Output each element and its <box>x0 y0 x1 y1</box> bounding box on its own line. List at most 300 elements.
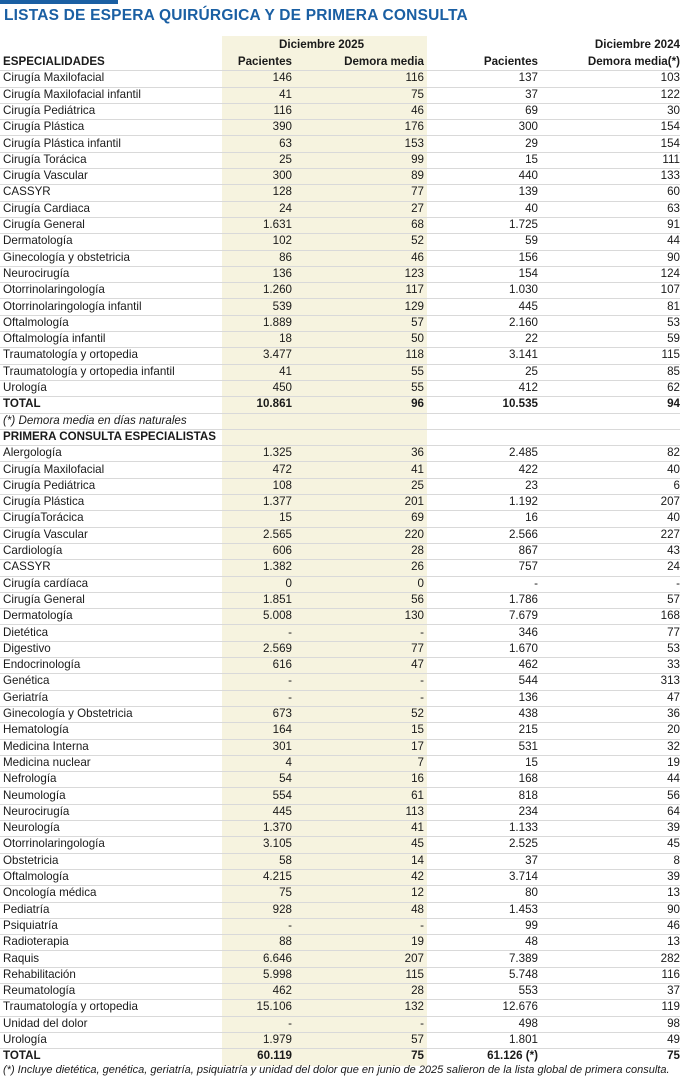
delay-2025: 176 <box>404 120 424 134</box>
delay-2024: 313 <box>660 674 680 688</box>
delay-2025: - <box>420 918 424 932</box>
specialty-name: Digestivo <box>3 641 51 655</box>
patients-2024: 300 <box>518 120 538 134</box>
table-row <box>0 755 680 772</box>
patients-2024: 59 <box>525 234 538 248</box>
table-row <box>0 641 680 658</box>
table-row <box>0 869 680 886</box>
specialty-name: Cirugía General <box>3 218 85 231</box>
table-row <box>0 951 680 968</box>
patients-2025: 75 <box>279 886 292 900</box>
delay-2024: 43 <box>667 544 680 557</box>
delay-2024: 24 <box>667 560 680 574</box>
patients-2025: 60.119 <box>257 1049 292 1063</box>
patients-2024: 3.714 <box>508 870 538 883</box>
patients-2024: 2.485 <box>508 446 538 460</box>
table-row <box>0 853 680 870</box>
delay-2025: - <box>420 674 424 688</box>
patients-2025: 1.851 <box>262 592 292 606</box>
patients-2024: 757 <box>518 560 538 574</box>
delay-2024: 6 <box>673 478 680 492</box>
patients-2025: 472 <box>272 462 292 476</box>
delay-2024: 207 <box>660 495 680 509</box>
delay-2024: 91 <box>667 218 680 231</box>
delay-2025: 17 <box>411 739 424 753</box>
specialty-name: Dietética <box>3 625 49 639</box>
table-row <box>0 739 680 756</box>
specialty-name: Radioterapia <box>3 935 69 949</box>
patients-2024: 1.786 <box>508 592 538 606</box>
specialty-name: Cirugía Plástica <box>3 120 85 134</box>
delay-2024: 119 <box>661 1000 680 1014</box>
patients-2025: 25 <box>279 152 292 166</box>
delay-2024: 124 <box>660 266 680 280</box>
table-row <box>0 70 680 87</box>
delay-2025: 75 <box>411 1049 424 1063</box>
delay-2025: 99 <box>411 152 424 166</box>
delay-2024: 59 <box>667 332 680 346</box>
table-row <box>0 559 680 576</box>
delay-2025: 45 <box>411 837 424 851</box>
patients-2025: 128 <box>272 185 292 199</box>
delay-2024: 115 <box>661 348 680 362</box>
patients-2024: 2.160 <box>508 315 538 329</box>
specialty-name: Traumatología y ortopedia <box>3 348 138 362</box>
patients-2024: 7.679 <box>508 609 538 623</box>
delay-2024: 94 <box>667 397 680 411</box>
delay-2025: 47 <box>411 658 424 672</box>
delay-2024: 32 <box>667 739 680 753</box>
table-row <box>0 478 680 495</box>
specialty-name: Cirugía Plástica <box>3 495 85 509</box>
delay-2024: 107 <box>660 283 680 297</box>
table-row <box>0 364 680 381</box>
delay-2024: 111 <box>662 152 680 166</box>
patients-2024: 168 <box>518 772 538 786</box>
delay-2025: 42 <box>411 870 424 883</box>
table-row <box>0 233 680 250</box>
delay-2025: - <box>420 690 424 704</box>
specialty-name: Unidad del dolor <box>3 1016 88 1030</box>
patients-2024: 29 <box>525 136 538 150</box>
table-row <box>0 967 680 984</box>
patients-2024: 61.126 (*) <box>487 1049 538 1063</box>
delay-2024: 154 <box>660 120 680 134</box>
delay-2025: 75 <box>411 87 424 101</box>
delay-2025: 52 <box>411 707 424 720</box>
patients-2025: 3.105 <box>262 837 292 851</box>
delay-2024: 98 <box>667 1016 680 1030</box>
delay-2025: 207 <box>404 951 424 965</box>
patients-2025: 606 <box>272 544 292 557</box>
delay-2025: 7 <box>417 755 424 769</box>
patients-2024: 15 <box>525 152 538 166</box>
delay-2024: 168 <box>660 609 680 623</box>
delay-2024: - <box>676 576 680 590</box>
specialty-name: Cirugía Torácica <box>3 152 87 166</box>
patients-2024: 22 <box>525 332 538 346</box>
patients-2024: 1.801 <box>508 1033 538 1046</box>
delay-2025: 27 <box>411 201 424 215</box>
patients-2025: 24 <box>279 201 292 215</box>
delay-2025: 55 <box>411 364 424 378</box>
table-row <box>0 103 680 120</box>
patients-2025: 1.325 <box>262 446 292 460</box>
specialty-name: Obstetricia <box>3 853 59 867</box>
patients-2025: 58 <box>279 853 292 867</box>
patients-2025: 15 <box>279 511 292 525</box>
table-row <box>0 706 680 723</box>
patients-2024: 15 <box>525 755 538 769</box>
delay-2025: 46 <box>411 103 424 117</box>
specialty-name: Neurología <box>3 821 60 835</box>
patients-2024: 818 <box>518 788 538 802</box>
table-row <box>0 250 680 267</box>
table-row <box>0 184 680 201</box>
patients-2024: 69 <box>525 103 538 117</box>
delay-2025: 69 <box>411 511 424 525</box>
delay-2024: 13 <box>667 886 680 900</box>
delay-2024: 53 <box>667 315 680 329</box>
col-header-delay-2025: Demora media <box>344 55 424 68</box>
patients-2024: 445 <box>518 299 538 313</box>
specialty-name: Neurocirugía <box>3 804 70 818</box>
patients-2024: 346 <box>518 625 538 639</box>
delay-2024: 39 <box>667 870 680 883</box>
specialty-name: Traumatología y ortopedia <box>3 1000 138 1014</box>
specialty-name: Ginecología y obstetricia <box>3 250 130 264</box>
patients-2025: 539 <box>272 299 292 313</box>
patients-2024: 3.141 <box>508 348 538 362</box>
table-row <box>0 315 680 332</box>
patients-2024: 215 <box>518 723 538 737</box>
specialty-name: Cirugía Maxilofacial <box>3 462 105 476</box>
year-header-2025: Diciembre 2025 <box>279 38 365 51</box>
patients-2024: 531 <box>518 739 538 753</box>
delay-2024: 39 <box>667 821 680 835</box>
table-row <box>0 771 680 788</box>
specialty-name: Pediatría <box>3 902 50 916</box>
patients-2025: 6.646 <box>262 951 292 965</box>
specialty-name: Cirugía cardíaca <box>3 576 89 590</box>
table-row <box>0 152 680 169</box>
delay-2024: 282 <box>660 951 680 965</box>
delay-2025: 68 <box>411 218 424 231</box>
delay-2024: 46 <box>667 918 680 932</box>
delay-2024: 36 <box>667 707 680 720</box>
delay-2025: 77 <box>411 185 424 199</box>
specialty-name: Cirugía Cardiaca <box>3 201 90 215</box>
delay-2025: 36 <box>411 446 424 460</box>
delay-2024: 40 <box>667 462 680 476</box>
specialty-name: Dermatología <box>3 609 73 623</box>
delay-2025: 41 <box>411 821 424 835</box>
specialty-name: Cirugía Maxilofacial <box>3 71 105 85</box>
delay-2024: 44 <box>667 772 680 786</box>
specialty-name: Neurocirugía <box>3 266 70 280</box>
delay-2024: 63 <box>667 201 680 215</box>
specialty-name: Reumatología <box>3 984 76 998</box>
delay-2025: 25 <box>411 478 424 492</box>
delay-2025: 201 <box>404 495 424 509</box>
delay-2024: 19 <box>667 755 680 769</box>
patients-2025: 1.889 <box>262 315 292 329</box>
table-row <box>0 510 680 527</box>
patients-2025: 4 <box>285 755 292 769</box>
delay-2024: 116 <box>661 967 680 981</box>
title-accent-bar <box>0 0 118 4</box>
delay-2025: 28 <box>411 544 424 557</box>
delay-2025: 15 <box>411 723 424 737</box>
patients-2025: 1.979 <box>262 1033 292 1046</box>
delay-2025: 50 <box>411 332 424 346</box>
patients-2025: 554 <box>272 788 292 802</box>
specialty-name: Urología <box>3 1033 47 1046</box>
table-row <box>0 625 680 642</box>
section-header-specialties: ESPECIALIDADES <box>3 55 105 68</box>
table-row <box>0 527 680 544</box>
patients-2024: 136 <box>518 690 538 704</box>
table-row <box>0 168 680 185</box>
section-header-consultations: PRIMERA CONSULTA ESPECIALISTAS <box>3 429 216 443</box>
section-header-row <box>0 429 680 446</box>
specialty-name: Endocrinología <box>3 658 81 672</box>
col-header-patients-2025: Pacientes <box>237 55 292 68</box>
table-row <box>0 722 680 739</box>
specialty-name: Traumatología y ortopedia infantil <box>3 364 175 378</box>
table-row <box>0 462 680 479</box>
patients-2025: 301 <box>272 739 292 753</box>
delay-2024: 103 <box>660 71 680 85</box>
patients-2024: 80 <box>525 886 538 900</box>
patients-2024: 1.192 <box>508 495 538 509</box>
delay-2025: 55 <box>411 381 424 394</box>
delay-2024: 8 <box>673 853 680 867</box>
specialty-name: Geriatría <box>3 690 49 704</box>
table-row <box>0 136 680 153</box>
table-row <box>0 347 680 364</box>
delay-2025: 132 <box>404 1000 424 1014</box>
specialty-name: Cirugía Vascular <box>3 169 88 183</box>
delay-2024: 47 <box>667 690 680 704</box>
delay-2025: 46 <box>411 250 424 264</box>
table-row <box>0 673 680 690</box>
patients-2025: - <box>288 918 292 932</box>
delay-2025: 56 <box>411 592 424 606</box>
delay-2025: - <box>420 625 424 639</box>
delay-2024: 40 <box>667 511 680 525</box>
patients-2024: 25 <box>525 364 538 378</box>
delay-2025: 89 <box>411 169 424 183</box>
col-header-patients-2024: Pacientes <box>483 55 538 68</box>
delay-2025: - <box>420 1016 424 1030</box>
specialty-name: Medicina nuclear <box>3 755 91 769</box>
patients-2025: 462 <box>272 984 292 998</box>
patients-2025: 673 <box>272 707 292 720</box>
specialty-name: CASSYR <box>3 185 51 199</box>
table-row <box>0 445 680 462</box>
table-row <box>0 657 680 674</box>
specialty-name: Oncología médica <box>3 886 97 900</box>
patients-2024: 1.725 <box>508 218 538 231</box>
patients-2024: 544 <box>518 674 538 688</box>
patients-2025: - <box>288 625 292 639</box>
table-row <box>0 836 680 853</box>
patients-2025: 2.565 <box>262 527 292 541</box>
patients-2025: 88 <box>279 935 292 949</box>
table-row <box>0 885 680 902</box>
table-row <box>0 820 680 837</box>
patients-2024: 12.676 <box>502 1000 538 1014</box>
specialty-name: CirugíaTorácica <box>3 511 84 525</box>
patients-2025: 5.998 <box>262 967 292 981</box>
specialty-name: Raquis <box>3 951 40 965</box>
delay-2025: 16 <box>411 772 424 786</box>
delay-2025: 26 <box>411 560 424 574</box>
delay-2025: 57 <box>411 1033 424 1046</box>
patients-2024: 37 <box>525 87 538 101</box>
specialty-name: Oftalmología infantil <box>3 332 106 346</box>
patients-2025: 4.215 <box>262 870 292 883</box>
patients-2025: 0 <box>285 576 292 590</box>
patients-2024: 498 <box>518 1016 538 1030</box>
specialty-name: Oftalmología <box>3 870 69 883</box>
table-row <box>0 119 680 136</box>
patients-2025: 450 <box>272 381 292 394</box>
patients-2024: 10.535 <box>502 397 538 411</box>
patients-2025: 1.382 <box>262 560 292 574</box>
specialty-name: TOTAL <box>3 397 41 411</box>
patients-2025: 41 <box>279 87 292 101</box>
delay-2024: 60 <box>667 185 680 199</box>
footnote: (*) Incluye dietética, genética, geriatría, psiquiatría y unidad del dolor que en junio de 2025 salieron de la lista global de primera consulta. <box>3 1064 670 1076</box>
delay-2025: 116 <box>405 71 424 85</box>
patients-2025: 1.377 <box>262 495 292 509</box>
patients-2025: 86 <box>279 250 292 264</box>
patients-2025: 1.631 <box>262 218 292 231</box>
delay-2024: 13 <box>667 935 680 949</box>
patients-2025: 63 <box>279 136 292 150</box>
patients-2025: 390 <box>272 120 292 134</box>
table-row <box>0 804 680 821</box>
table-row <box>0 494 680 511</box>
delay-2024: 77 <box>667 625 680 639</box>
patients-2024: 2.525 <box>508 837 538 851</box>
delay-2025: 118 <box>405 348 424 362</box>
specialty-name: Otorrinolaringología <box>3 283 105 297</box>
delay-2025: 96 <box>411 397 424 411</box>
delay-2024: 56 <box>667 788 680 802</box>
specialty-name: Cirugía Pediátrica <box>3 103 96 117</box>
page-title: LISTAS DE ESPERA QUIRÚRGICA Y DE PRIMERA CONSULTA <box>4 7 468 24</box>
delay-2025: 48 <box>411 902 424 916</box>
specialty-name: Hematología <box>3 723 69 737</box>
patients-2025: 136 <box>272 266 292 280</box>
table-row <box>0 1032 680 1049</box>
patients-2025: 2.569 <box>262 641 292 655</box>
specialty-name: Otorrinolaringología infantil <box>3 299 142 313</box>
specialty-name: Cirugía Vascular <box>3 527 88 541</box>
delay-2024: 53 <box>667 641 680 655</box>
delay-note-row <box>0 413 680 430</box>
year-header-2024: Diciembre 2024 <box>594 38 680 51</box>
delay-2024: 44 <box>667 234 680 248</box>
delay-2025: 113 <box>405 804 424 818</box>
table-row <box>0 788 680 805</box>
specialty-name: Oftalmología <box>3 315 69 329</box>
patients-2024: 156 <box>518 250 538 264</box>
patients-2025: - <box>288 1016 292 1030</box>
delay-2025: 220 <box>404 527 424 541</box>
patients-2024: 37 <box>525 853 538 867</box>
patients-2025: 102 <box>272 234 292 248</box>
delay-2024: 45 <box>667 837 680 851</box>
delay-2024: 85 <box>667 364 680 378</box>
surgical-total-row <box>0 396 680 413</box>
table-row <box>0 87 680 104</box>
delay-2024: 57 <box>667 592 680 606</box>
delay-2025: 28 <box>411 984 424 998</box>
delay-2024: 62 <box>667 381 680 394</box>
patients-2024: 462 <box>518 658 538 672</box>
patients-2025: 300 <box>272 169 292 183</box>
patients-2024: 1.133 <box>508 821 538 835</box>
table-row <box>0 934 680 951</box>
patients-2024: 48 <box>525 935 538 949</box>
delay-2024: 90 <box>667 250 680 264</box>
table-row <box>0 380 680 397</box>
delay-2025: 0 <box>417 576 424 590</box>
specialty-name: Genética <box>3 674 50 688</box>
table-row <box>0 608 680 625</box>
specialty-name: Cirugía General <box>3 592 85 606</box>
delay-2024: 81 <box>667 299 680 313</box>
delay-2025: 57 <box>411 315 424 329</box>
specialty-name: Nefrología <box>3 772 57 786</box>
table-row <box>0 1016 680 1033</box>
delay-2025: 117 <box>405 283 424 297</box>
patients-2025: 18 <box>279 332 292 346</box>
delay-2025: 129 <box>404 299 424 313</box>
patients-2024: 553 <box>518 984 538 998</box>
patients-2025: 54 <box>279 772 292 786</box>
delay-2024: 90 <box>667 902 680 916</box>
specialty-name: Neumología <box>3 788 66 802</box>
specialty-name: Cirugía Pediátrica <box>3 478 96 492</box>
patients-2024: 137 <box>518 71 538 85</box>
patients-2024: 16 <box>525 511 538 525</box>
patients-2024: 1.453 <box>508 902 538 916</box>
delay-2025: 130 <box>404 609 424 623</box>
patients-2024: 2.566 <box>508 527 538 541</box>
patients-2024: 99 <box>525 918 538 932</box>
patients-2025: 1.370 <box>262 821 292 835</box>
table-row <box>0 282 680 299</box>
specialty-name: Medicina Interna <box>3 739 89 753</box>
specialty-name: TOTAL <box>3 1049 41 1063</box>
delay-2024: 154 <box>660 136 680 150</box>
consult-total-row <box>0 1048 680 1064</box>
specialty-name: Psiquiatría <box>3 918 58 932</box>
table-row <box>0 543 680 560</box>
patients-2025: 164 <box>272 723 292 737</box>
specialty-name: Dermatología <box>3 234 73 248</box>
delay-2024: 122 <box>660 87 680 101</box>
patients-2025: 10.861 <box>256 397 292 411</box>
delay-2025: 19 <box>411 935 424 949</box>
patients-2025: 41 <box>279 364 292 378</box>
col-header-delay-2024: Demora media(*) <box>587 55 680 68</box>
